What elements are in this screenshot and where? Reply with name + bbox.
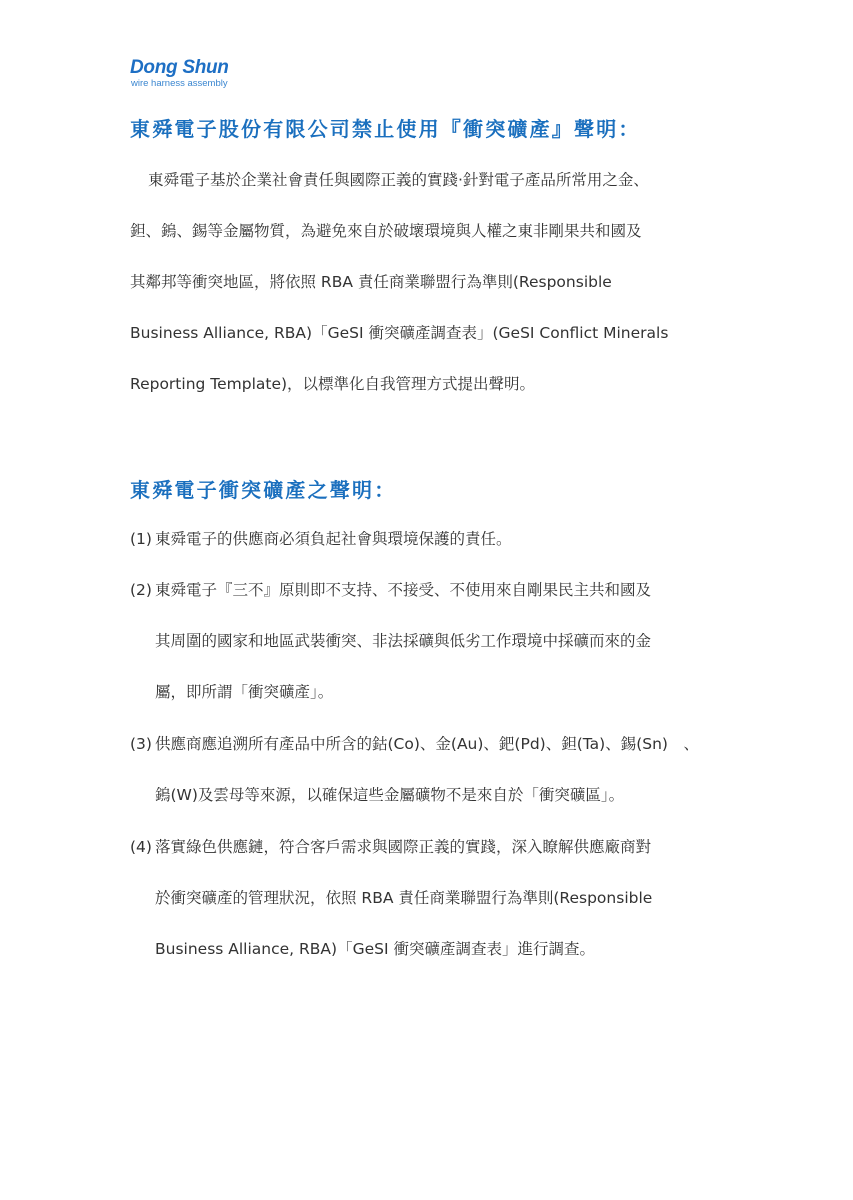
- logo-tagline: wire harness assembly: [131, 78, 228, 89]
- list-item-continuation: 屬，即所謂「衝突礦產」。: [155, 683, 334, 701]
- intro-line: Reporting Template)，以標準化自我管理方式提出聲明。: [130, 375, 536, 393]
- list-item-number: (2): [130, 581, 152, 599]
- company-logo: [130, 58, 270, 89]
- list-item-2: [130, 580, 651, 600]
- list-item-text: 東舜電子的供應商必須負起社會與環境保護的責任。: [155, 530, 512, 548]
- list-item-text: 東舜電子『三不』原則即不支持、不接受、不使用來自剛果民主共和國及: [155, 581, 652, 599]
- list-item-continuation: 鎢(W)及雲母等來源，以確保這些金屬礦物不是來自於「衝突礦區」。: [155, 786, 625, 804]
- list-item-continuation: Business Alliance, RBA)「GeSI 衝突礦產調查表」進行調查。: [155, 940, 595, 958]
- list-item-3: [130, 734, 699, 754]
- list-item-text: 落實綠色供應鏈，符合客戶需求與國際正義的實踐，深入瞭解供應廠商對: [155, 838, 652, 856]
- list-item-number: (1): [130, 530, 152, 548]
- section-1-title: 東舜電子股份有限公司禁止使用『衝突礦產』聲明：: [130, 117, 641, 141]
- intro-line: 鉭、鎢、錫等金屬物質，為避免來自於破壞環境與人權之東非剛果共和國及: [130, 222, 642, 240]
- list-item-continuation: 其周圍的國家和地區武裝衝突、非法採礦與低劣工作環境中採礦而來的金: [155, 632, 652, 650]
- intro-line: 東舜電子基於企業社會責任與國際正義的實踐‧針對電子產品所常用之金、: [148, 171, 649, 189]
- section-2-title: 東舜電子衝突礦產之聲明：: [130, 478, 397, 502]
- list-item-text: 供應商應追溯所有產品中所含的鈷(Co)、金(Au)、鈀(Pd)、鉭(Ta)、錫(Sn) 、: [155, 735, 699, 753]
- list-item-number: (3): [130, 735, 152, 753]
- logo-name: Dong Shun: [130, 57, 229, 78]
- list-item-continuation: 於衝突礦產的管理狀況，依照 RBA 責任商業聯盟行為準則(Responsible: [155, 889, 653, 907]
- intro-line: Business Alliance, RBA)「GeSI 衝突礦產調查表」(GeSI Conflict Minerals: [130, 324, 669, 342]
- list-item-1: [130, 529, 512, 549]
- list-item-number: (4): [130, 838, 152, 856]
- intro-line: 其鄰邦等衝突地區，將依照 RBA 責任商業聯盟行為準則(Responsible: [130, 273, 612, 291]
- list-item-4: [130, 837, 651, 857]
